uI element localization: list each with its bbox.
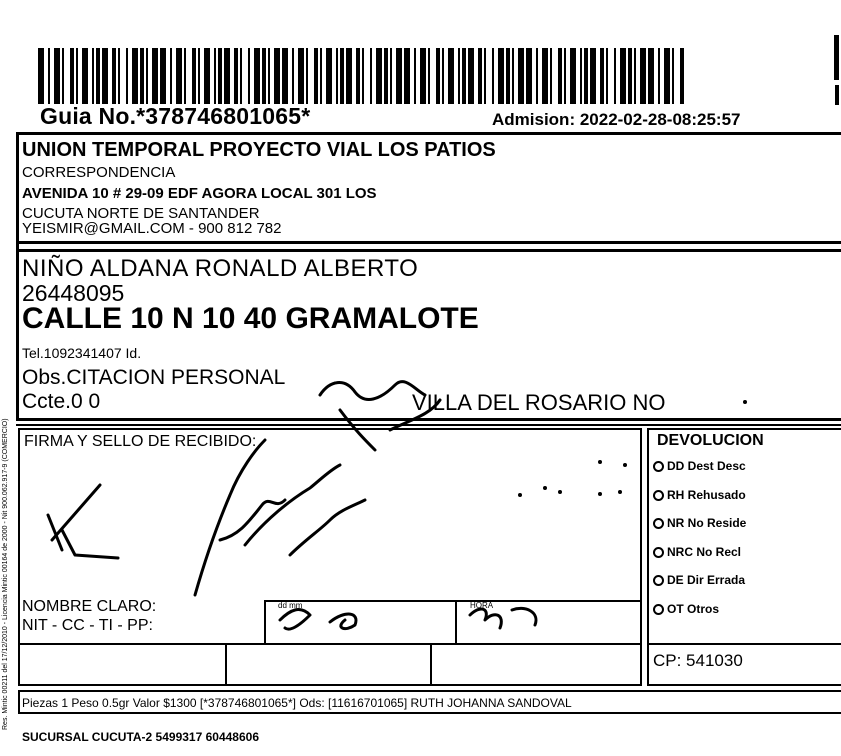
hora-label: HORA xyxy=(470,601,494,610)
recipient-phone: Tel.1092341407 Id. xyxy=(22,345,142,361)
guia-number: Guia No.*378746801065* xyxy=(40,103,311,129)
devolucion-option: NRC No Recl xyxy=(653,545,741,559)
sender-city: CUCUTA NORTE DE SANTANDER xyxy=(22,205,260,222)
piezas-info: Piezas 1 Peso 0.5gr Valor $1300 [*378746801065*] Ods: [11616701065] RUTH JOHANNA SANDOVAL xyxy=(22,696,572,710)
recipient-ccte: Ccte.0 0 xyxy=(22,390,101,413)
sender-name: UNION TEMPORAL PROYECTO VIAL LOS PATIOS xyxy=(22,139,496,161)
sidebar-legal-text: Res. Mintic 00211 del 17/12/2010 - Licencia Mintic 00164 de 2000 - Nit 900.062.917-9 (COMERCIO) xyxy=(2,418,9,730)
sender-line-1: CORRESPONDENCIA xyxy=(22,164,176,181)
recipient-address: CALLE 10 N 10 40 GRAMALOTE xyxy=(22,302,479,335)
admision-timestamp: Admision: 2022-02-28-08:25:57 xyxy=(492,110,741,129)
recipient-city: VILLA DEL ROSARIO NO xyxy=(412,390,666,415)
fecha-label: dd mm xyxy=(278,601,303,610)
recipient-observations: Obs.CITACION PERSONAL xyxy=(22,366,286,389)
nombre-claro-line2: NIT - CC - TI - PP: xyxy=(22,617,153,634)
devolucion-title: DEVOLUCION xyxy=(657,432,764,449)
devolucion-option: NR No Reside xyxy=(653,516,746,530)
recipient-id: 26448095 xyxy=(22,280,125,306)
devolucion-option: DE Dir Errada xyxy=(653,573,745,587)
sender-contact: YEISMIR@GMAIL.COM - 900 812 782 xyxy=(22,220,282,237)
devolucion-option: RH Rehusado xyxy=(653,488,746,502)
devolucion-option: DD Dest Desc xyxy=(653,459,746,473)
sucursal-info: SUCURSAL CUCUTA-2 5499317 60448606 xyxy=(22,730,259,744)
firma-label: FIRMA Y SELLO DE RECIBIDO: xyxy=(24,433,257,450)
devolucion-option: OT Otros xyxy=(653,602,719,616)
nombre-claro-line1: NOMBRE CLARO: xyxy=(22,598,157,615)
postal-code: CP: 541030 xyxy=(653,651,743,670)
recipient-name: NIÑO ALDANA RONALD ALBERTO xyxy=(22,255,419,282)
sender-address: AVENIDA 10 # 29-09 EDF AGORA LOCAL 301 LOS xyxy=(22,185,377,202)
